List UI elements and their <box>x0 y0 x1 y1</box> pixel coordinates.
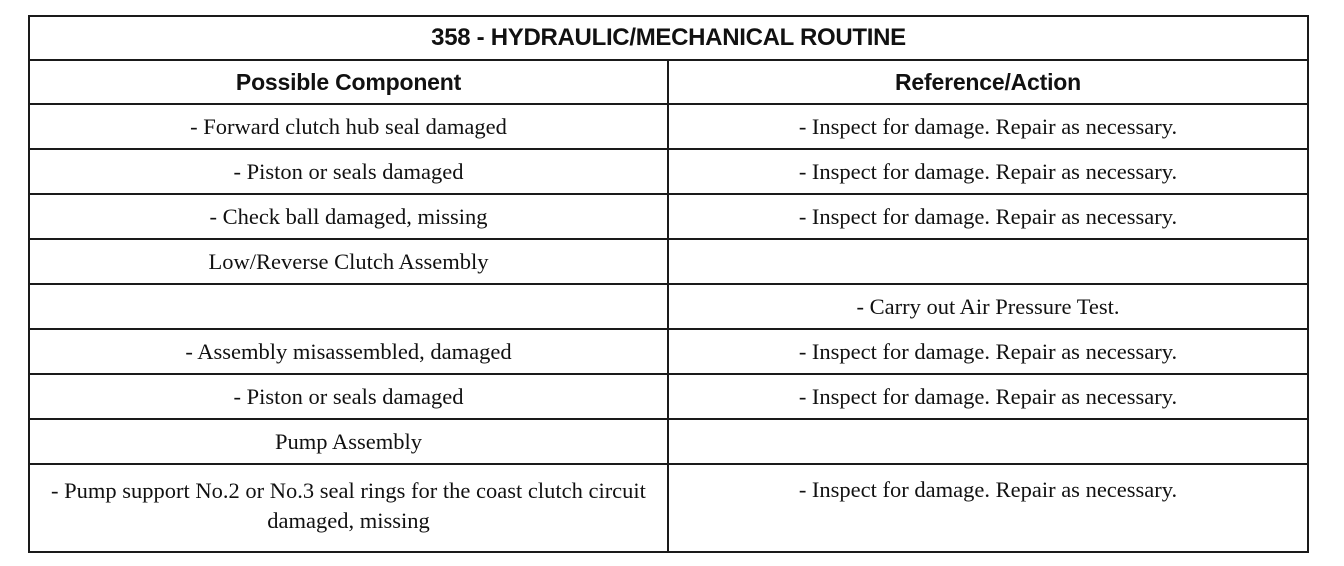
action-cell: - Inspect for damage. Repair as necessary. <box>668 194 1308 239</box>
table-row <box>29 104 1308 149</box>
action-cell: - Inspect for damage. Repair as necessary. <box>668 149 1308 194</box>
table-title: 358 - HYDRAULIC/MECHANICAL ROUTINE <box>29 16 1308 60</box>
column-header-action: Reference/Action <box>668 60 1308 104</box>
component-cell: - Check ball damaged, missing <box>29 194 668 239</box>
component-cell: - Piston or seals damaged <box>29 149 668 194</box>
component-cell: - Assembly misassembled, damaged <box>29 329 668 374</box>
component-cell: - Pump support No.2 or No.3 seal rings for the coast clutch circuit damaged, missing <box>29 464 668 552</box>
table-row <box>29 239 1308 284</box>
action-cell <box>668 239 1308 284</box>
table-row <box>29 464 1308 552</box>
component-cell: - Forward clutch hub seal damaged <box>29 104 668 149</box>
action-cell <box>668 419 1308 464</box>
table-row <box>29 194 1308 239</box>
table-row <box>29 149 1308 194</box>
component-cell <box>29 284 668 329</box>
table-row <box>29 419 1308 464</box>
component-cell: Pump Assembly <box>29 419 668 464</box>
table-row <box>29 329 1308 374</box>
action-cell: - Inspect for damage. Repair as necessary. <box>668 329 1308 374</box>
title-row <box>29 16 1308 60</box>
component-cell: Low/Reverse Clutch Assembly <box>29 239 668 284</box>
action-cell: - Inspect for damage. Repair as necessary. <box>668 464 1308 552</box>
diagnostic-table <box>28 15 1309 553</box>
table-row <box>29 374 1308 419</box>
action-cell: - Carry out Air Pressure Test. <box>668 284 1308 329</box>
action-cell: - Inspect for damage. Repair as necessary. <box>668 374 1308 419</box>
component-cell: - Piston or seals damaged <box>29 374 668 419</box>
table-row <box>29 284 1308 329</box>
action-cell: - Inspect for damage. Repair as necessary. <box>668 104 1308 149</box>
header-row <box>29 60 1308 104</box>
column-header-component: Possible Component <box>29 60 668 104</box>
